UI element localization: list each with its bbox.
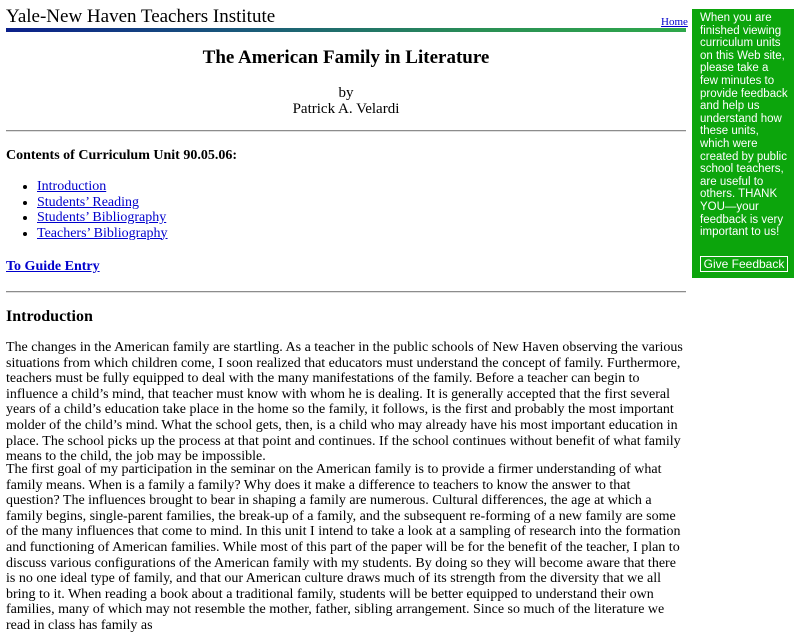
guide-entry-link[interactable]: To Guide Entry (6, 259, 100, 274)
feedback-message: When you are finished viewing curriculum units on this Web site, please take a few minutes to provide feedback and help us understand how these units, which were created by public school teachers, are useful to others. THANK YOU—your feedback is very important to us! (700, 12, 788, 239)
byline-by: by (338, 85, 354, 101)
list-item (37, 195, 168, 211)
header-divider (6, 28, 686, 32)
feedback-sidebar (692, 9, 794, 278)
contents-list (6, 179, 168, 241)
home-link[interactable]: Home (661, 16, 688, 28)
list-item (37, 179, 168, 195)
section-heading-introduction: Introduction (6, 308, 93, 325)
divider (6, 291, 686, 293)
site-title: Yale-New Haven Teachers Institute (6, 6, 276, 27)
give-feedback-button[interactable]: Give Feedback (700, 256, 788, 272)
intro-paragraph-1: The changes in the American family are startling. As a teacher in the public schools of New Haven observing the various situations from which children come, I soon realized that educators must understand the concept of family. Furthermore, teachers must be fully equipped to deal with the many manifestations of the family. Before a teacher can begin to influence a child’s mind, that teacher must know with whom he is dealing. It is generally accepted that the first several years of a child’s education take place in the home so the family, it follows, is the first and probably the most important molder of the child’s mind. What the school gets, then, is a child who may already have his most important education in place. The school picks up the process at that point and continues. If the school continues without benefit of what family means to the child, the job may be impossible. (6, 340, 683, 465)
author-name: Patrick A. Velardi (292, 101, 400, 117)
contents-heading: Contents of Curriculum Unit 90.05.06: (6, 148, 237, 163)
toc-link-students-bibliography[interactable]: Students’ Bibliography (37, 210, 167, 225)
toc-link-introduction[interactable]: Introduction (37, 179, 107, 194)
toc-link-teachers-bibliography[interactable]: Teachers’ Bibliography (37, 225, 168, 241)
toc-link-students-reading[interactable]: Students’ Reading (37, 194, 140, 210)
divider (6, 130, 686, 132)
unit-title: The American Family in Literature (202, 47, 490, 68)
list-item (37, 210, 168, 226)
list-item (37, 226, 168, 242)
intro-paragraph-2: The first goal of my participation in the seminar on the American family is to provide a firmer understanding of what family means. When is a family a family? Why does it make a difference to teachers to know the answer to that question? The influences brought to bear in shaping a family are numerous. Cultural differences, the age at which a family begins, single-parent families, the break-up of a family, and the subsequent re-forming of a new family are some of the many influences that come to mind. In this unit I intend to take a look at a sampling of research into the formation and functioning of American families. While most of this part of the paper will be for the benefit of the teacher, I plan to discuss various configurations of the American family with my students. By doing so they will become aware that there is no one ideal type of family, and that our American culture draws much of its strength from the diversity that we all bring to it. When reading a book about a traditional family, students will be better equipped to understand their own families, many of which may not resemble the mother, father, sibling arrangement. Since so much of the literature we read in class has family as (6, 462, 681, 633)
